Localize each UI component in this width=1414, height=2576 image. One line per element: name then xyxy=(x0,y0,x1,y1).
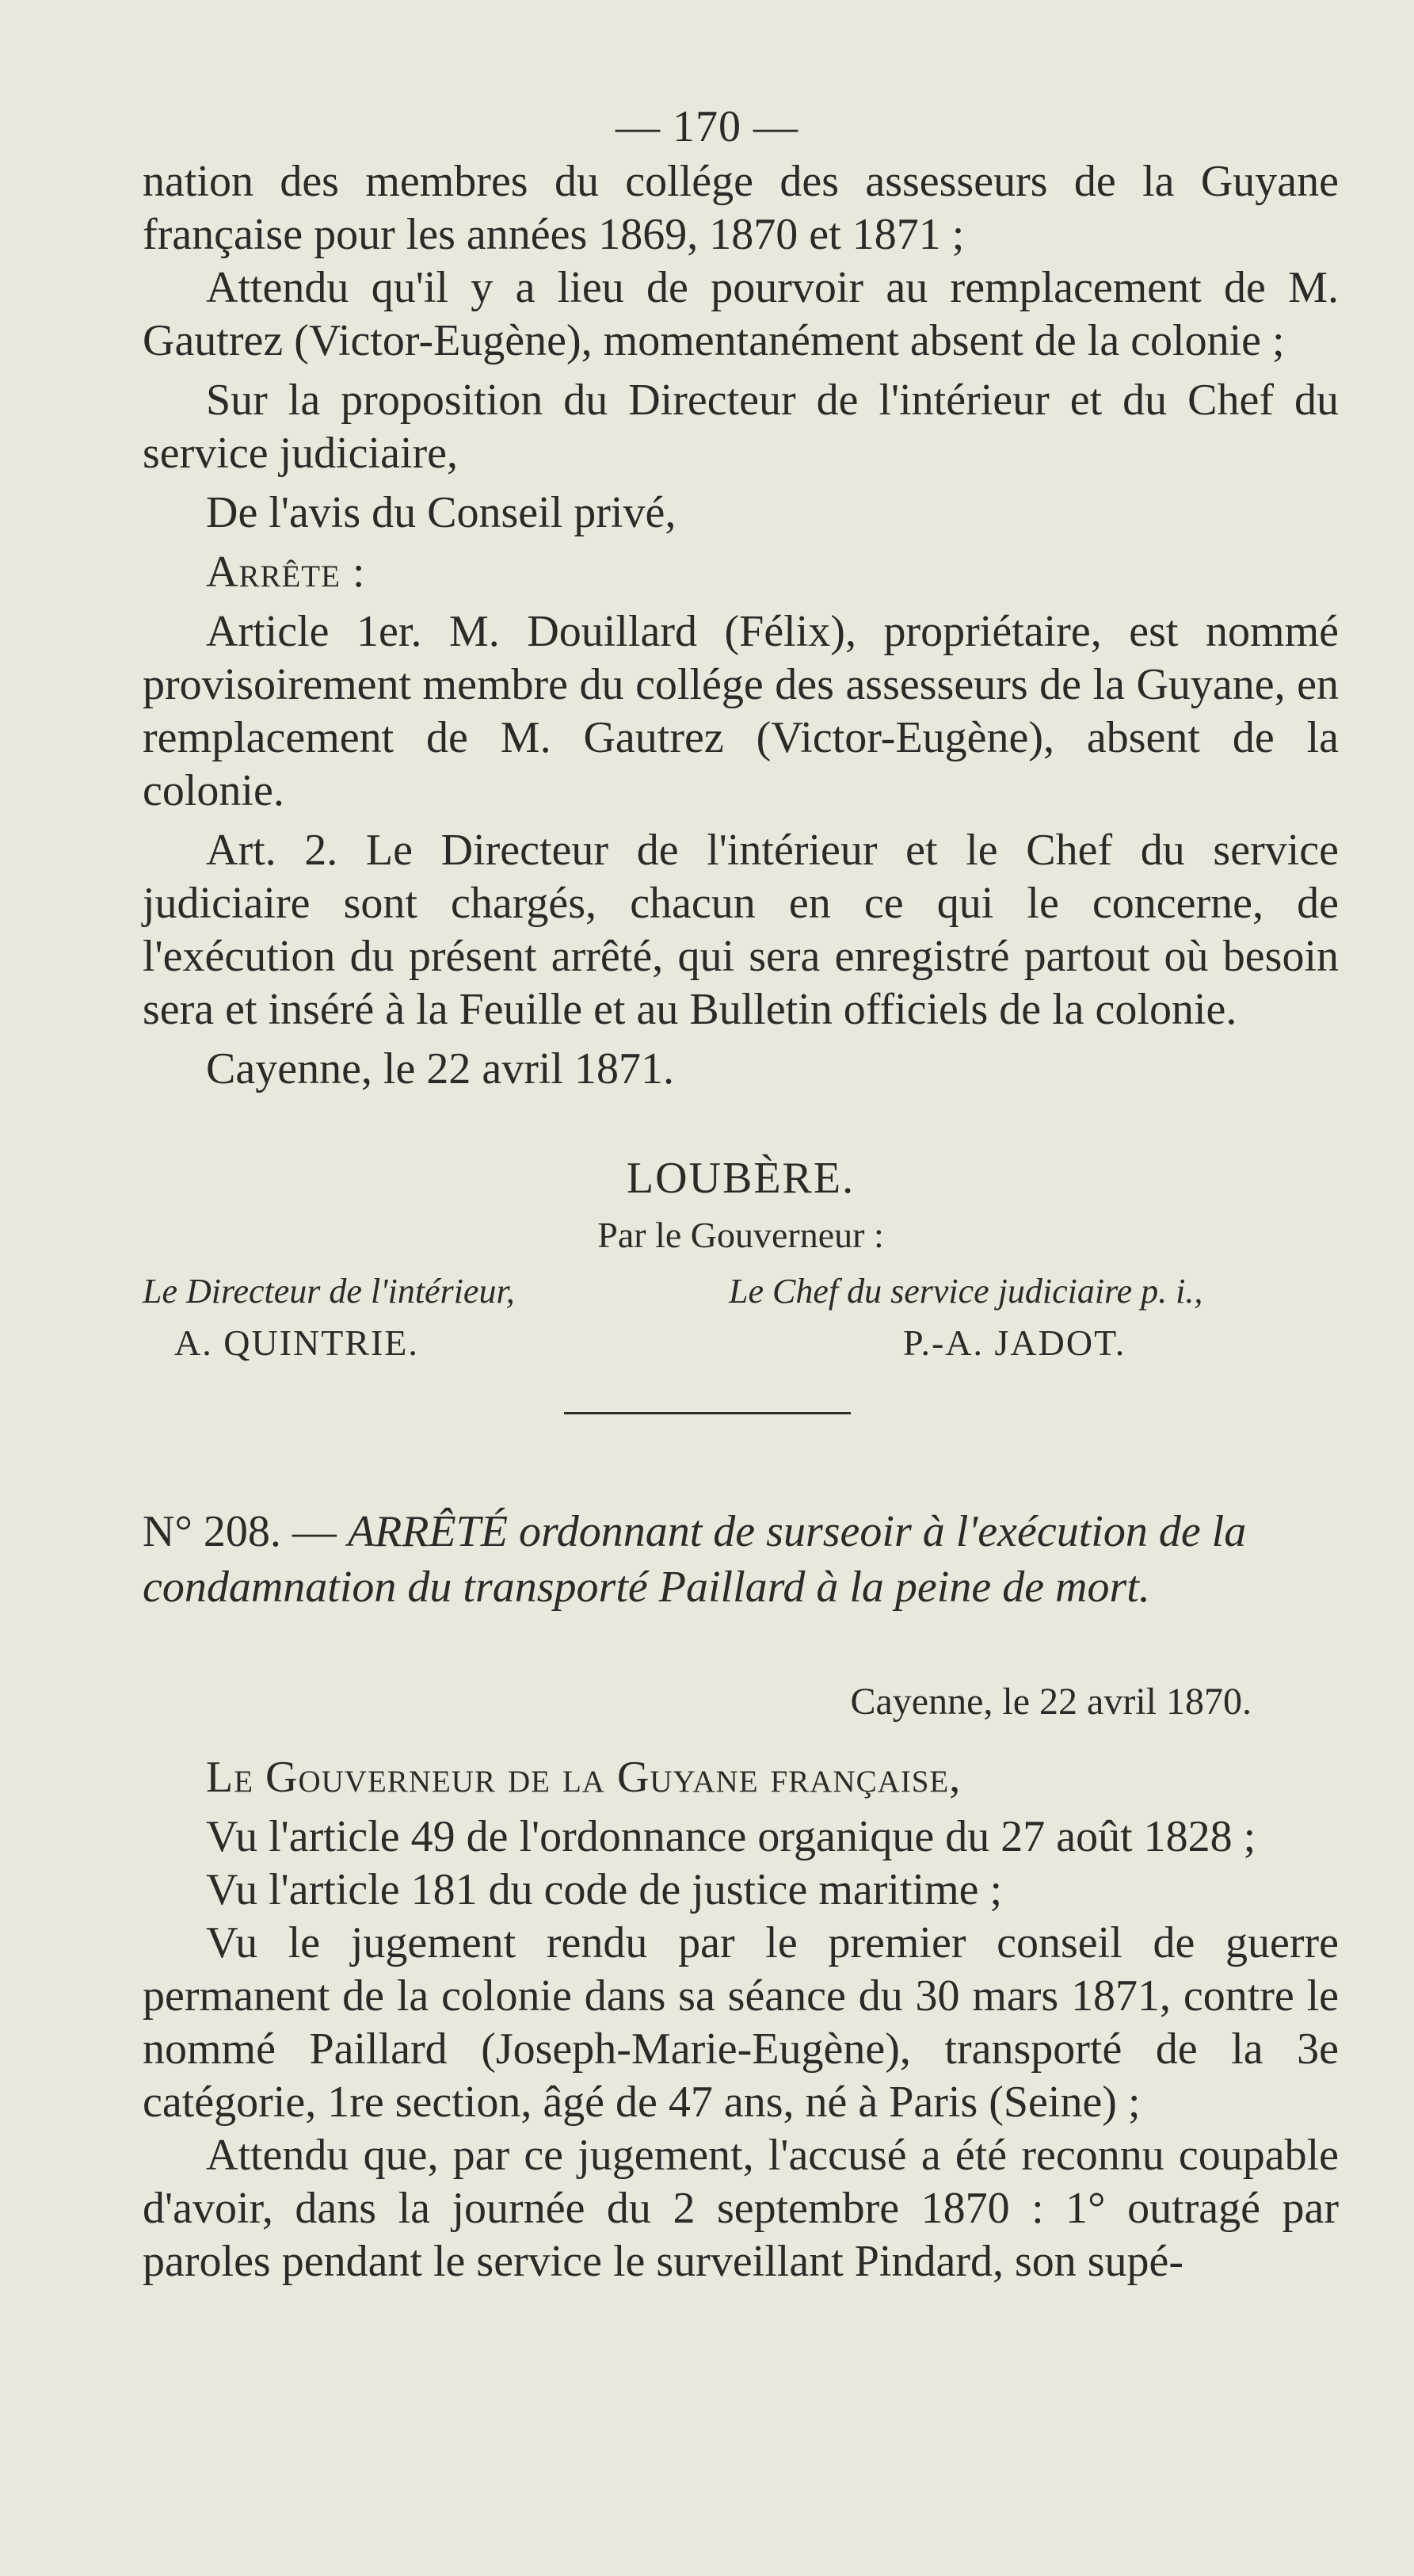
countersign-left-title: Le Directeur de l'intérieur, xyxy=(143,1272,515,1311)
heading-title: ARRÊTÉ ordonnant de surseoir à l'exécution de la condamnation du transporté Paillard à la peine de mort. xyxy=(143,1507,1247,1612)
par-le-gouverneur: Par le Gouverneur : xyxy=(597,1215,884,1255)
paragraph-avis: De l'avis du Conseil privé, xyxy=(206,488,677,537)
heading-number: N° 208. — xyxy=(143,1507,337,1556)
article-1: Article 1er. M. Douillard (Félix), propriétaire, est nommé provisoirement membre du collége des assesseurs de la Guyane, en remplacement de M. Gautrez (Victor-Eugène), absent de la colonie. xyxy=(143,607,1339,815)
dateline: Cayenne, le 22 avril 1870. xyxy=(850,1681,1252,1723)
arrete-208-heading xyxy=(143,1504,1339,1615)
paragraph-gouverneur: Le Gouverneur de la Guyane française, xyxy=(206,1753,962,1802)
signatory-name: LOUBÈRE. xyxy=(626,1154,856,1203)
page-number: — 170 — xyxy=(616,102,798,151)
paragraph-attendu-coupable: Attendu que, par ce jugement, l'accusé a été reconnu coupable d'avoir, dans la journée du 2 septembre 1870 : 1° outragé par paroles pendant le service le surveillant Pindard, son supé- xyxy=(143,2131,1339,2286)
paragraph-vu-ordonnance: Vu l'article 49 de l'ordonnance organique du 27 août 1828 ; xyxy=(206,1812,1256,1861)
countersign-right-title: Le Chef du service judiciaire p. i., xyxy=(729,1272,1203,1311)
article-2: Art. 2. Le Directeur de l'intérieur et le Chef du service judiciaire sont chargés, chacun en ce qui le concerne, de l'exécution du présent arrêté, qui sera enregistré partout où besoin sera et inséré à la Feuille et au Bulletin officiels de la colonie. xyxy=(143,826,1339,1034)
section-divider xyxy=(564,1412,851,1414)
arrete-label: Arrête : xyxy=(206,548,366,597)
countersign-right-name: P.-A. JADOT. xyxy=(903,1322,1126,1363)
paragraph-attendu: Attendu qu'il y a lieu de pourvoir au remplacement de M. Gautrez (Victor-Eugène), momentanément absent de la colonie ; xyxy=(143,263,1339,365)
paragraph-proposition: Sur la proposition du Directeur de l'intérieur et du Chef du service judiciaire, xyxy=(143,376,1339,478)
first-section-body xyxy=(143,155,1339,1096)
paragraph-vu-jugement: Vu le jugement rendu par le premier conseil de guerre permanent de la colonie dans sa séance du 30 mars 1871, contre le nommé Paillard (Joseph-Marie-Eugène), transporté de la 3e catégorie, 1re section, âgé de 47 ans, né à Paris (Seine) ; xyxy=(143,1918,1339,2127)
paragraph-vu-code: Vu l'article 181 du code de justice maritime ; xyxy=(206,1865,1003,1914)
date-place: Cayenne, le 22 avril 1871. xyxy=(206,1044,674,1093)
second-section-body xyxy=(143,1751,1339,2288)
paragraph-continuation: nation des membres du collége des assesseurs de la Guyane française pour les années 1869, 1870 et 1871 ; xyxy=(143,157,1339,259)
countersign-left-name: A. QUINTRIE. xyxy=(174,1322,419,1363)
